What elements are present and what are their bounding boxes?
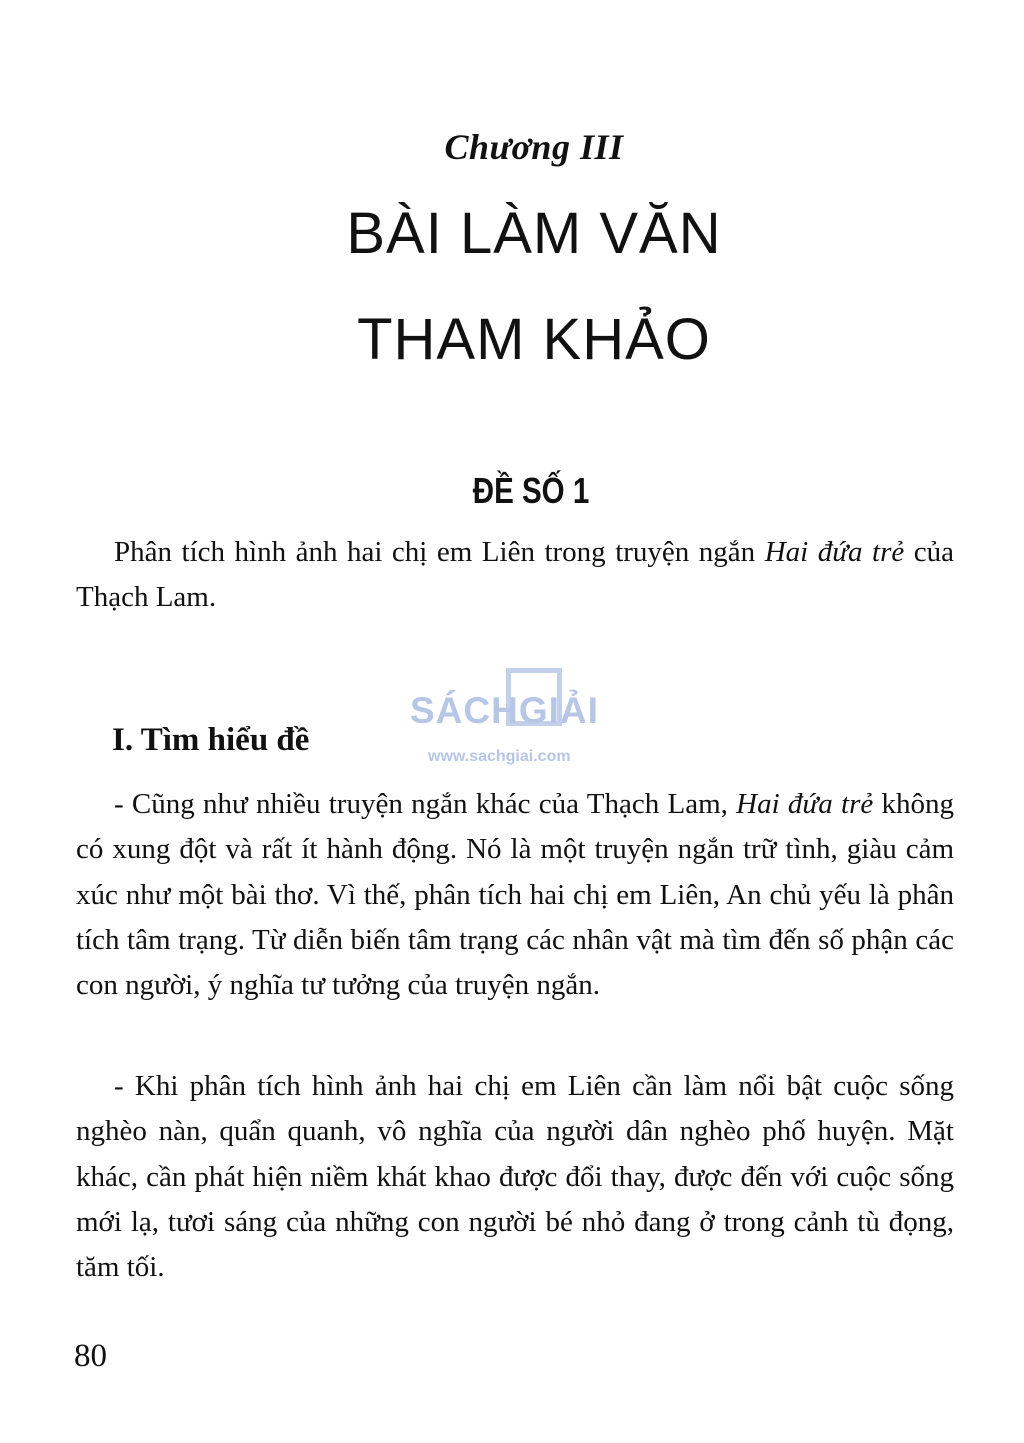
chapter-title-line-1: BÀI LÀM VĂN — [346, 201, 722, 266]
page-number: 80 — [74, 1338, 107, 1374]
watermark-logo-mid: G — [518, 690, 549, 731]
watermark — [410, 670, 620, 770]
paragraph-1 — [76, 782, 954, 1008]
chapter-label: Chương III — [444, 127, 624, 167]
section-heading: I. Tìm hiểu đề — [112, 722, 310, 758]
watermark-logo-right: IẢI — [548, 690, 599, 731]
watermark-logo — [410, 690, 620, 734]
watermark-logo-left: SÁCH — [410, 690, 519, 731]
paragraph-1-before: - Cũng như nhiều truyện ngắn khác của Thạch Lam, — [114, 788, 737, 820]
exercise-heading: ĐỀ SỐ 1 — [472, 470, 590, 511]
paragraph-1-after: không có xung đột và rất ít hành động. Nó là một truyện ngắn trữ tình, giàu cảm xúc như một bài thơ. Vì thế, phân tích hai chị em Liên, An chủ yếu là phân tích tâm trạng. Từ diễn biến tâm trạng các nhân vật mà tìm đến số phận các con người, ý nghĩa tư tưởng của truyện ngắn. — [76, 788, 955, 1002]
paragraph-1-work-title: Hai đứa trẻ — [736, 788, 874, 820]
watermark-url: www.sachgiai.com — [428, 748, 571, 765]
paragraph-2: - Khi phân tích hình ảnh hai chị em Liên cần làm nổi bật cuộc sống nghèo nàn, quẩn quanh, vô nghĩa của người dân nghèo phố huyện. Mặt khác, cần phát hiện niềm khát khao được đổi thay, được đến với cuộc sống mới lạ, tươi sáng của những con người bé nhỏ đang ở trong cảnh tù đọng, tăm tối. — [76, 1070, 954, 1284]
exercise-prompt-text: Phân tích hình ảnh hai chị em Liên trong truyện ngắn — [114, 536, 765, 568]
exercise-prompt-work-title: Hai đứa trẻ — [764, 536, 905, 568]
exercise-prompt-tail: của Thạch Lam. — [76, 536, 955, 613]
chapter-title-line-2: THAM KHẢO — [357, 307, 711, 372]
exercise-prompt — [76, 530, 954, 620]
